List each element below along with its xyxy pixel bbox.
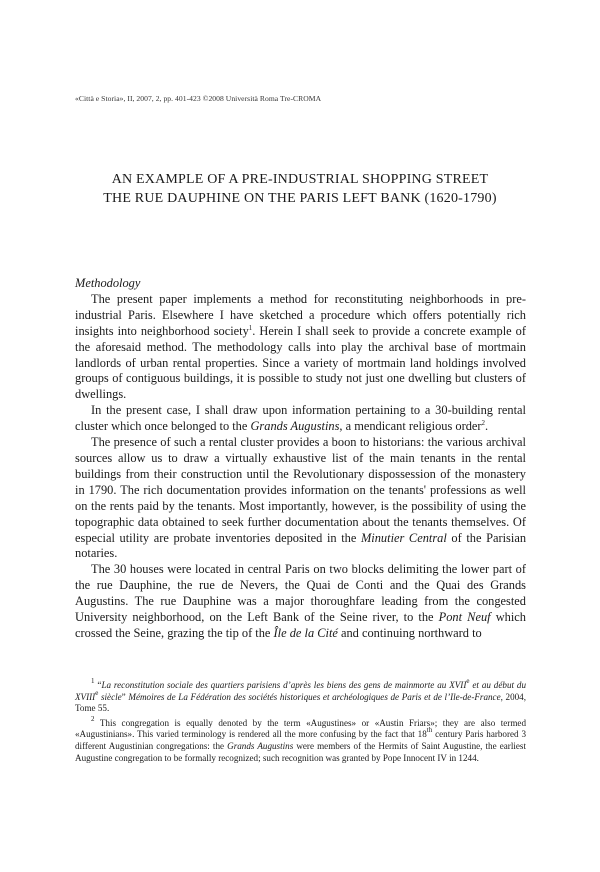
paragraph-4 [75, 562, 526, 642]
footnote-1-sup-1: e [466, 677, 470, 685]
title-line-1: AN EXAMPLE OF A PRE-INDUSTRIAL SHOPPING STREET [111, 172, 489, 187]
footnote-1-em-1: La reconstitution sociale des quartiers parisiens d’après les biens des gens de mainmorte au XVII [101, 680, 467, 690]
paragraph-4-before: The 30 houses were located in central Paris on two blocks delimiting the lower part of the rue Dauphine, the rue de Nevers, the Quai de Conti and the Quai des Grands Augustins. The rue Dauphine was a major thoroughfare leading from the congested University neighborhood, on the Left Bank of the Seine river, to the [75, 562, 526, 625]
footnote-2-mark: 2 [91, 714, 95, 723]
footnote-1-em-4: Mémoires de La Fédération des sociétés historiques et archéologiques de Paris et de l’Ile-de-France [128, 691, 501, 702]
paragraph-2-end: . [485, 419, 489, 434]
paragraph-2-before: In the present case, I shall draw upon information pertaining to a 30-building rental cluster which once belonged to the [75, 403, 526, 434]
footnote-ref-2: 2 [481, 419, 486, 428]
footnote-1-quote-open: “ [94, 680, 102, 690]
footnote-2-sup: th [426, 726, 433, 735]
footnote-2 [75, 714, 526, 764]
paragraph-3 [75, 435, 526, 562]
footnote-ref-1: 1 [248, 323, 253, 332]
title-line-2: THE RUE DAUPHINE ON THE PARIS LEFT BANK (1620-1790) [103, 191, 497, 206]
footnote-2-em: Grands Augustins [227, 740, 294, 751]
article-title [60, 170, 540, 208]
section-heading: Methodology [75, 276, 141, 290]
footnote-2-mid: century Paris harbored 3 different Augustinian congregations: the [75, 729, 526, 751]
footnote-1 [75, 677, 526, 715]
paragraph-3-em: Minutier Central [360, 530, 447, 545]
footnotes [75, 677, 526, 767]
paragraph-1-text-after: . Herein I shall seek to provide a concrete example of the aforesaid method. The methodology calls into play the archival base of mortmain landlords of urban rental properties. Since a variety of mortmain land holdings involved groups of contiguous buildings, it is possible to study not just one dwelling but clusters of dwellings. [75, 323, 526, 402]
paragraph-2 [75, 403, 526, 435]
footnote-1-em-3: siècle [98, 691, 122, 702]
footnote-1-mark: 1 [91, 677, 95, 685]
article-body [75, 276, 526, 642]
footnote-1-em-2: et au début du XVIII [75, 680, 526, 702]
footnote-1-sup-2: e [95, 688, 99, 697]
paragraph-4-em-2: Île de la Cité [273, 625, 338, 640]
footnote-2-after: were members of the Hermits of Saint Augustine, the earliest Augustine congregation to be formally recognized; such recognition was granted by Pope Innocent IV in 1244. [75, 740, 526, 763]
paragraph-4-after: and continuing northward to [337, 625, 482, 640]
paragraph-1-text: The present paper implements a method for reconstituting neighborhoods in pre-industrial Paris. Elsewhere I have sketched a procedure which offers potentially rich insights into neighborhood society [75, 291, 526, 338]
paragraph-4-em-1: Pont Neuf [438, 610, 491, 625]
journal-citation-header: «Città e Storia», II, 2007, 2, pp. 401-423 ©2008 Università Roma Tre-CROMA [75, 94, 322, 103]
footnote-1-mid: ” [121, 691, 129, 702]
paragraph-3-after: of the Parisian notaries. [75, 530, 527, 561]
paragraph-2-after: , a mendicant religious order [339, 419, 482, 434]
footnote-2-before: This congregation is equally denoted by the term «Augustines» or «Austin Friars»; they are also termed «Augustinians». This varied terminology is rendered all the more confusing by the fact that 18 [75, 717, 526, 740]
paragraph-4-mid: which crossed the Seine, grazing the tip of the [75, 610, 526, 640]
paragraph-3-before: The presence of such a rental cluster provides a boon to historians: the various archival sources allow us to draw a virtually exhaustive list of the main tenants in the rental buildings from their construction until the Revolutionary dispossession of the monastery in 1790. The rich documentation provides information on the tenants' professions as well on the rents paid by the tenants. Most importantly, however, is the possibility of using the topographic data obtained to seek further documentation about the tenants themselves. Of especial utility are probate inventories deposited in the [75, 435, 526, 545]
footnote-1-after: , 2004, Tome 55. [75, 691, 526, 714]
paragraph-2-em: Grands Augustins [250, 419, 340, 434]
paragraph-1 [75, 292, 526, 403]
